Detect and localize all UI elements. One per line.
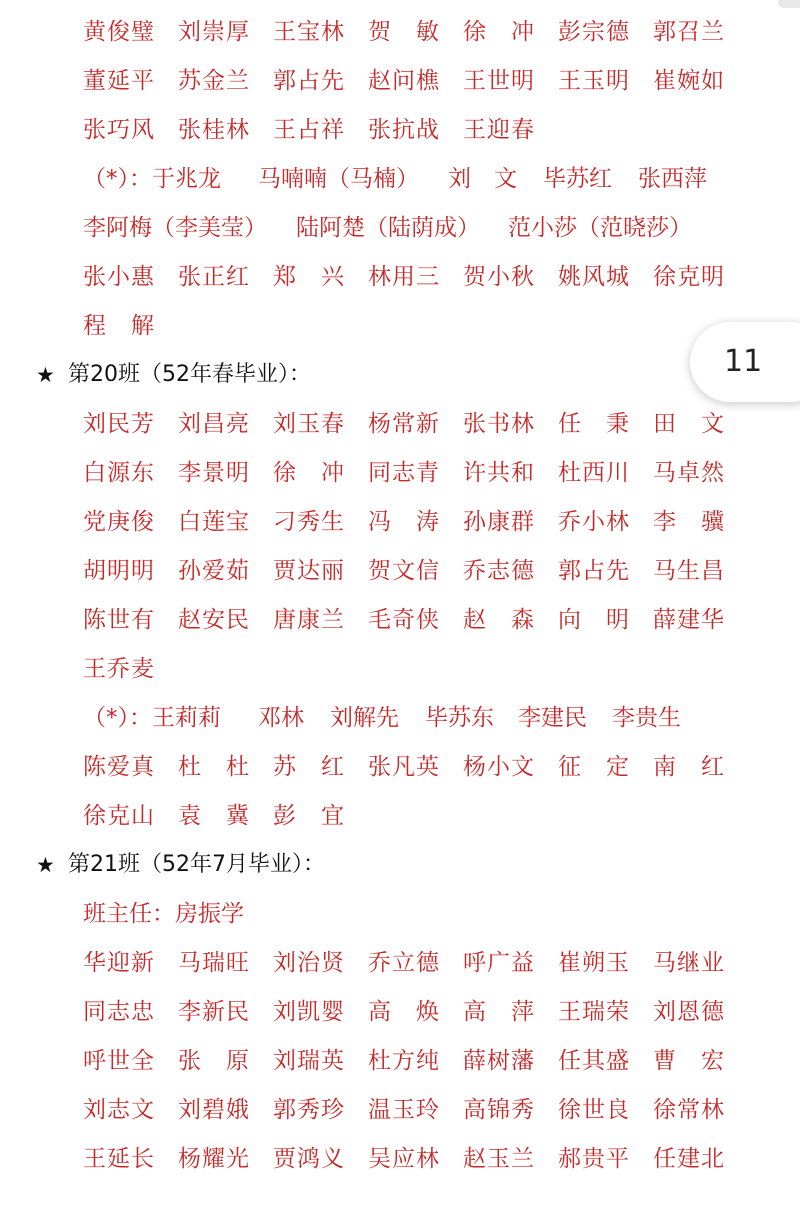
student-name: 袁 冀 xyxy=(178,803,249,829)
note-text: 马喃喃（马楠） xyxy=(258,166,419,192)
student-name: 郭秀珍 xyxy=(273,1097,344,1123)
student-name: 乔志德 xyxy=(463,558,534,584)
student-name: 徐常林 xyxy=(653,1097,724,1123)
class-heading-text: 第20班（52年春毕业）： xyxy=(68,362,311,387)
student-name: 冯 涛 xyxy=(368,509,439,535)
student-name: 林用三 xyxy=(368,264,439,290)
student-name: 任 秉 xyxy=(558,411,629,437)
student-name: 贺文信 xyxy=(368,558,439,584)
student-name: 刘碧娥 xyxy=(178,1097,249,1123)
student-name: 贺 敏 xyxy=(368,19,439,45)
student-name: 向 明 xyxy=(558,607,629,633)
student-name: 崔婉如 xyxy=(653,68,724,94)
student-name: 陈爱真 xyxy=(83,754,154,780)
student-name: 王乔麦 xyxy=(83,656,154,682)
student-name: 马继业 xyxy=(653,950,724,976)
student-name: 徐克明 xyxy=(653,264,724,290)
student-name: 马卓然 xyxy=(653,460,724,486)
student-name: 刘凯婴 xyxy=(273,999,344,1025)
note-text: 刘 文 xyxy=(448,166,517,192)
note-text: （*）：王莉莉 xyxy=(83,705,221,731)
student-name: 刘玉春 xyxy=(273,411,344,437)
student-name: 南 红 xyxy=(653,754,724,780)
student-name: 任建北 xyxy=(653,1146,724,1172)
student-name: 黄俊璧 xyxy=(83,19,154,45)
student-name: 党庚俊 xyxy=(83,509,154,535)
student-name: 王宝林 xyxy=(273,19,344,45)
student-name: 赵玉兰 xyxy=(463,1146,534,1172)
student-name: 王迎春 xyxy=(463,117,534,143)
note-text: 邓林 xyxy=(258,705,304,731)
student-name: 王延长 xyxy=(83,1146,154,1172)
student-name: 征 定 xyxy=(558,754,629,780)
student-name: 董延平 xyxy=(83,68,154,94)
student-name: 刘民芳 xyxy=(83,411,154,437)
student-name: 杜 杜 xyxy=(178,754,249,780)
student-name: 徐克山 xyxy=(83,803,154,829)
star-icon: ★ xyxy=(36,853,55,877)
student-name: 刘瑞英 xyxy=(273,1048,344,1074)
student-name: 张桂林 xyxy=(178,117,249,143)
student-name: 杨小文 xyxy=(463,754,534,780)
student-name: 呼世全 xyxy=(83,1048,154,1074)
student-name: 贾鸿义 xyxy=(273,1146,344,1172)
student-name: 刁秀生 xyxy=(273,509,344,535)
student-name: 曹 宏 xyxy=(653,1048,724,1074)
student-name: 崔朔玉 xyxy=(558,950,629,976)
student-name: 彭宗德 xyxy=(558,19,629,45)
student-name: 苏 红 xyxy=(273,754,344,780)
student-name: 贾达丽 xyxy=(273,558,344,584)
student-name: 刘恩德 xyxy=(653,999,724,1025)
student-name: 彭 宜 xyxy=(273,803,344,829)
student-name: 杨常新 xyxy=(368,411,439,437)
student-name: 贺小秋 xyxy=(463,264,534,290)
student-name: 孙爱茹 xyxy=(178,558,249,584)
student-name: 白莲宝 xyxy=(178,509,249,535)
student-name: 同志青 xyxy=(368,460,439,486)
student-name: 薛树藩 xyxy=(463,1048,534,1074)
student-name: 张小惠 xyxy=(83,264,154,290)
student-name: 张巧风 xyxy=(83,117,154,143)
student-name: 王瑞荣 xyxy=(558,999,629,1025)
student-name: 孙康群 xyxy=(463,509,534,535)
student-name: 李新民 xyxy=(178,999,249,1025)
note-text: 张西萍 xyxy=(638,166,707,192)
student-name: 同志忠 xyxy=(83,999,154,1025)
student-name: 徐世良 xyxy=(558,1097,629,1123)
student-name: 王占祥 xyxy=(273,117,344,143)
student-name: 郝贵平 xyxy=(558,1146,629,1172)
student-name: 杜西川 xyxy=(558,460,629,486)
student-name: 杨耀光 xyxy=(178,1146,249,1172)
note-text: 毕苏红 xyxy=(543,166,612,192)
note-text: 毕苏东 xyxy=(425,705,494,731)
student-name: 杜方纯 xyxy=(368,1048,439,1074)
star-icon: ★ xyxy=(36,363,55,387)
student-name: 张凡英 xyxy=(368,754,439,780)
student-name: 王玉明 xyxy=(558,68,629,94)
student-name: 高 萍 xyxy=(463,999,534,1025)
note-text: 李阿梅（李美莹） xyxy=(83,215,267,241)
student-name: 赵问樵 xyxy=(368,68,439,94)
note-text: 班主任：房振学 xyxy=(83,901,244,927)
student-name: 郭占先 xyxy=(558,558,629,584)
student-name: 许共和 xyxy=(463,460,534,486)
student-name: 任其盛 xyxy=(558,1048,629,1074)
student-name: 郭占先 xyxy=(273,68,344,94)
page-number: 11 xyxy=(724,344,763,379)
student-name: 温玉玲 xyxy=(368,1097,439,1123)
student-name: 张抗战 xyxy=(368,117,439,143)
note-text: 刘解先 xyxy=(330,705,399,731)
student-name: 郭召兰 xyxy=(653,19,724,45)
student-name: 乔立德 xyxy=(368,950,439,976)
student-name: 李 骥 xyxy=(653,509,724,535)
student-name: 姚风城 xyxy=(558,264,629,290)
student-name: 胡明明 xyxy=(83,558,154,584)
student-name: 张书林 xyxy=(463,411,534,437)
student-name: 陈世有 xyxy=(83,607,154,633)
student-name: 马瑞旺 xyxy=(178,950,249,976)
student-name: 赵安民 xyxy=(178,607,249,633)
student-name: 张正红 xyxy=(178,264,249,290)
student-name: 唐康兰 xyxy=(273,607,344,633)
student-name: 乔小林 xyxy=(558,509,629,535)
student-name: 张 原 xyxy=(178,1048,249,1074)
student-name: 华迎新 xyxy=(83,950,154,976)
student-name: 徐 冲 xyxy=(273,460,344,486)
student-name: 白源东 xyxy=(83,460,154,486)
student-name: 徐 冲 xyxy=(463,19,534,45)
student-name: 刘志文 xyxy=(83,1097,154,1123)
page-number-tab[interactable] xyxy=(690,322,800,402)
student-name: 王世明 xyxy=(463,68,534,94)
note-text: 陆阿楚（陆荫成） xyxy=(296,215,480,241)
corner-marker xyxy=(778,0,800,8)
student-name: 吴应林 xyxy=(368,1146,439,1172)
student-name: 程 解 xyxy=(83,313,154,339)
note-text: 李贵生 xyxy=(612,705,681,731)
student-name: 赵 森 xyxy=(463,607,534,633)
student-name: 薛建华 xyxy=(653,607,724,633)
student-name: 马生昌 xyxy=(653,558,724,584)
student-name: 刘昌亮 xyxy=(178,411,249,437)
student-name: 高 焕 xyxy=(368,999,439,1025)
student-name: 高锦秀 xyxy=(463,1097,534,1123)
student-name: 郑 兴 xyxy=(273,264,344,290)
student-name: 李景明 xyxy=(178,460,249,486)
note-text: 范小莎（范晓莎） xyxy=(508,215,692,241)
student-name: 苏金兰 xyxy=(178,68,249,94)
student-name: 毛奇侠 xyxy=(368,607,439,633)
class-heading-text: 第21班（52年7月毕业）： xyxy=(68,852,325,877)
student-name: 刘崇厚 xyxy=(178,19,249,45)
note-text: （*）：于兆龙 xyxy=(83,166,221,192)
student-name: 呼广益 xyxy=(463,950,534,976)
student-name: 刘治贤 xyxy=(273,950,344,976)
student-name: 田 文 xyxy=(653,411,724,437)
note-text: 李建民 xyxy=(518,705,587,731)
